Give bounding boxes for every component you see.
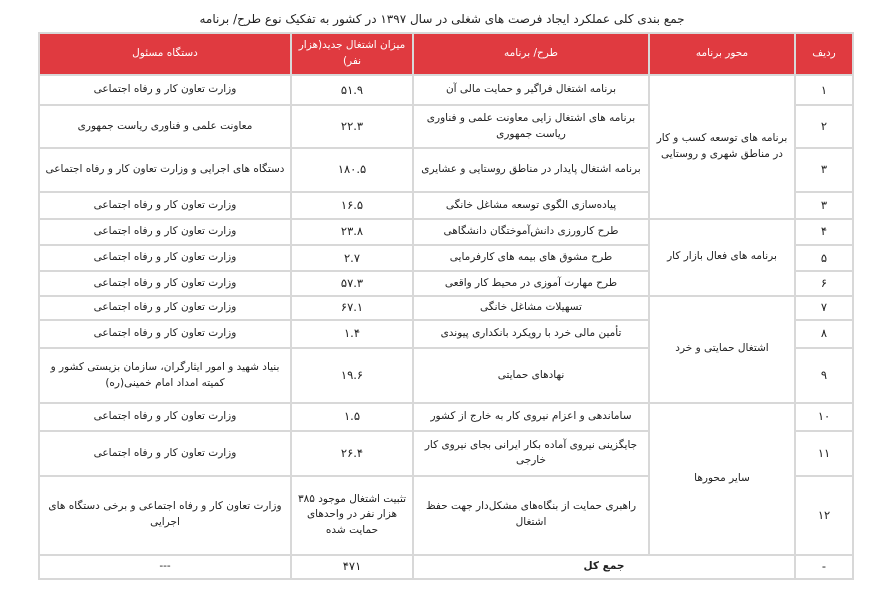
program-cell: پیاده‌سازی الگوی توسعه مشاغل خانگی (413, 192, 649, 218)
jobs-summary-table (38, 32, 854, 580)
program-cell: ساماندهی و اعزام نیروی کار به خارج از کشور (413, 403, 649, 431)
row-number: ۹ (795, 348, 853, 403)
header-jobs: میزان اشتغال جدید(هزار نفر) (291, 33, 413, 75)
jobs-cell: ۱۶.۵ (291, 192, 413, 218)
agency-cell: وزارت تعاون کار و رفاه اجتماعی (39, 320, 291, 348)
header-row (39, 33, 853, 75)
table-row (39, 219, 853, 245)
header-axis: محور برنامه (649, 33, 795, 75)
program-cell: برنامه اشتغال فراگیر و حمایت مالی آن (413, 75, 649, 105)
header-program: طرح/ برنامه (413, 33, 649, 75)
row-number: ۱۰ (795, 403, 853, 431)
row-number: ۳ (795, 148, 853, 193)
jobs-cell: ۲۲.۳ (291, 105, 413, 148)
agency-cell: بنیاد شهید و امور ایثارگران، سازمان بزیستی کشور و کمیته امداد امام خمینی(ره) (39, 348, 291, 403)
table-row (39, 75, 853, 105)
agency-cell: وزارت تعاون کار و رفاه اجتماعی (39, 403, 291, 431)
row-number: ۱۱ (795, 431, 853, 476)
total-jobs: ۴۷۱ (291, 555, 413, 579)
axis-cell: سایر محورها (649, 403, 795, 555)
jobs-cell: ۶۷.۱ (291, 296, 413, 320)
program-cell: طرح مهارت آموزی در محیط کار واقعی (413, 271, 649, 295)
program-cell: راهبری حمایت از بنگاه‌های مشکل‌دار جهت حفظ اشتغال (413, 476, 649, 555)
row-number: ۸ (795, 320, 853, 348)
agency-cell: وزارت تعاون کار و رفاه اجتماعی (39, 192, 291, 218)
jobs-cell: ۲۳.۸ (291, 219, 413, 245)
program-cell: برنامه اشتغال پایدار در مناطق روستایی و عشایری (413, 148, 649, 193)
row-number: ۲ (795, 105, 853, 148)
jobs-cell: ۵۱.۹ (291, 75, 413, 105)
agency-cell: وزارت تعاون کار و رفاه اجتماعی (39, 271, 291, 295)
jobs-cell: ۲.۷ (291, 245, 413, 271)
table-row (39, 403, 853, 431)
agency-cell: وزارت تعاون کار و رفاه اجتماعی (39, 296, 291, 320)
agency-cell: وزارت تعاون کار و رفاه اجتماعی (39, 75, 291, 105)
axis-cell: برنامه های توسعه کسب و کار در مناطق شهری و روستایی (649, 75, 795, 219)
program-cell: تأمین مالی خرد با رویکرد بانکداری پیوندی (413, 320, 649, 348)
table-row (39, 296, 853, 320)
row-number: ۱۲ (795, 476, 853, 555)
axis-cell: برنامه های فعال بازار کار (649, 219, 795, 296)
row-number: ۶ (795, 271, 853, 295)
agency-cell: دستگاه های اجرایی و وزارت تعاون کار و رفاه اجتماعی (39, 148, 291, 193)
program-cell: طرح کارورزی دانش‌آموختگان دانشگاهی (413, 219, 649, 245)
jobs-cell: ۱.۵ (291, 403, 413, 431)
row-number: ۵ (795, 245, 853, 271)
agency-cell: وزارت تعاون کار و رفاه اجتماعی (39, 219, 291, 245)
jobs-cell: تثبیت اشتغال موجود ۳۸۵ هزار نفر در واحدهای حمایت شده (291, 476, 413, 555)
agency-cell: وزارت تعاون کار و رفاه اجتماعی و برخی دستگاه های اجرایی (39, 476, 291, 555)
program-cell: نهادهای حمایتی (413, 348, 649, 403)
total-label: جمع کل (413, 555, 795, 579)
program-cell: طرح مشوق های بیمه های کارفرمایی (413, 245, 649, 271)
jobs-cell: ۱۹.۶ (291, 348, 413, 403)
header-row-no: ردیف (795, 33, 853, 75)
program-cell: برنامه های اشتغال زایی معاونت علمی و فناوری ریاست جمهوری (413, 105, 649, 148)
row-number: ۴ (795, 219, 853, 245)
table-caption: جمع بندی کلی عملکرد ایجاد فرصت های شغلی در سال ۱۳۹۷ در کشور به تفکیک نوع طرح/ برنامه (199, 12, 685, 26)
agency-cell: وزارت تعاون کار و رفاه اجتماعی (39, 431, 291, 476)
total-agency: --- (39, 555, 291, 579)
axis-cell: اشتغال حمایتی و خرد (649, 296, 795, 403)
agency-cell: وزارت تعاون کار و رفاه اجتماعی (39, 245, 291, 271)
agency-cell: معاونت علمی و فناوری ریاست جمهوری (39, 105, 291, 148)
row-number: ۱ (795, 75, 853, 105)
jobs-cell: ۱.۴ (291, 320, 413, 348)
program-cell: جایگزینی نیروی آماده بکار ایرانی بجای نیروی کار خارجی (413, 431, 649, 476)
jobs-cell: ۱۸۰.۵ (291, 148, 413, 193)
row-number: ۷ (795, 296, 853, 320)
jobs-cell: ۵۷.۳ (291, 271, 413, 295)
program-cell: تسهیلات مشاغل خانگی (413, 296, 649, 320)
jobs-cell: ۲۶.۴ (291, 431, 413, 476)
header-agency: دستگاه مسئول (39, 33, 291, 75)
row-number: ۳ (795, 192, 853, 218)
total-row (39, 555, 853, 579)
total-row-number: - (795, 555, 853, 579)
